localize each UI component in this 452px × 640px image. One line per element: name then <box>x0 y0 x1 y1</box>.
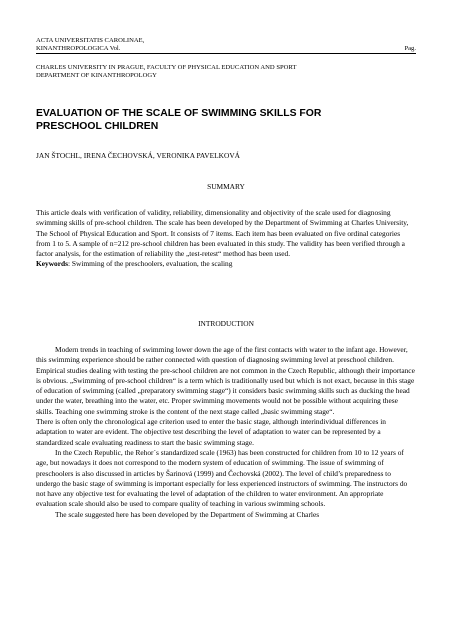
journal-header <box>36 37 416 54</box>
institution-name: CHARLES UNIVERSITY IN PRAGUE, FACULTY OF PHYSICAL EDUCATION AND SPORT <box>36 64 297 71</box>
department-name: DEPARTMENT OF KINANTHROPOLOGY <box>36 72 157 80</box>
keywords-text: : Swimming of the preschoolers, evaluation, the scaling <box>68 259 233 269</box>
title-line-2: PRESCHOOL CHILDREN <box>36 120 159 132</box>
summary-heading: SUMMARY <box>207 182 245 191</box>
institution-header <box>36 64 416 80</box>
introduction-paragraph: Modern trends in teaching of swimming lower down the age of the first contacts with water to the infant age. However, this swimming experience should be rather connected with question of diagnosing swimming level at preschool children. Empirical studies dealing with testing the pre-school children are not common in the Czech Republic, although their importance is obvious. „Swimming of pre-school children“ is a term which is traditionally used but which is not exact, because in this stage of education of swimming (called „preparatory swimming stage“) it considers basic swimming skills such as ducking the head under the water, breathing into the water, etc. Proper swimming movements would not be possible without acquiring these skills. Teaching one swimming stroke is the content of the next stage called „basic swimming stage“. <box>36 345 415 416</box>
journal-volume-line <box>36 45 416 54</box>
keywords-label: Keywords <box>36 259 69 269</box>
journal-volume: KINANTHROPOLOGICA Vol. <box>36 45 121 53</box>
introduction-paragraph: In the Czech Republic, the Rehor´s standardized scale (1963) has been constructed for children from 10 to 12 years of age, but nowadays it does not correspond to the modern system of education of swimming. The issue of swimming of preschoolers is also discussed in articles by Šarinová (1999) and Čechovská (2002). The level of child’s preparedness to undergo the basic stage of swimming is important especially for less experienced instructors of swimming. The instructors do not have any objective test for evaluating the level of adaptation of the children to water environment. An appropriate evaluation scale should also be used to compare quality of teaching in various swimming schools. <box>36 447 408 509</box>
author-list: JAN ŠTOCHL, IRENA ČECHOVSKÁ, VERONIKA PAVELKOVÁ <box>36 151 241 160</box>
keywords-line <box>36 259 416 269</box>
title-line-1: EVALUATION OF THE SCALE OF SWIMMING SKILLS FOR <box>36 108 322 119</box>
page-label: Pag. <box>404 45 416 53</box>
introduction-section <box>36 345 416 520</box>
introduction-paragraph: The scale suggested here has been developed by the Department of Swimming at Charles <box>55 509 320 519</box>
introduction-paragraph: There is often only the chronological age criterion used to enter the basic stage, although interindividual differences in adaptation to water are evident. The objective test describing the level of adaptation to water can be represented by a standardized scale evaluating readiness to start the basic swimming stage. <box>36 417 386 447</box>
journal-name: ACTA UNIVERSITATIS CAROLINAE, <box>36 37 145 44</box>
summary-section <box>36 208 416 270</box>
article-title <box>36 108 416 133</box>
introduction-heading: INTRODUCTION <box>198 319 254 328</box>
summary-paragraph: This article deals with verification of validity, reliability, dimensionality and objectivity of the scale used for diagnosing swimming skills of pre-school children. The scale has been developed by the Department of Swimming at Charles University, The School of Physical Education and Sport. It consists of 7 items. Each item has been evaluated on five ordinal categories from 1 to 5. A sample of n=212 pre-school children has been evaluated in this study. The validity has been verified through a factor analysis, for the estimation of reliability the „test-retest“ method has been used. <box>36 208 409 259</box>
